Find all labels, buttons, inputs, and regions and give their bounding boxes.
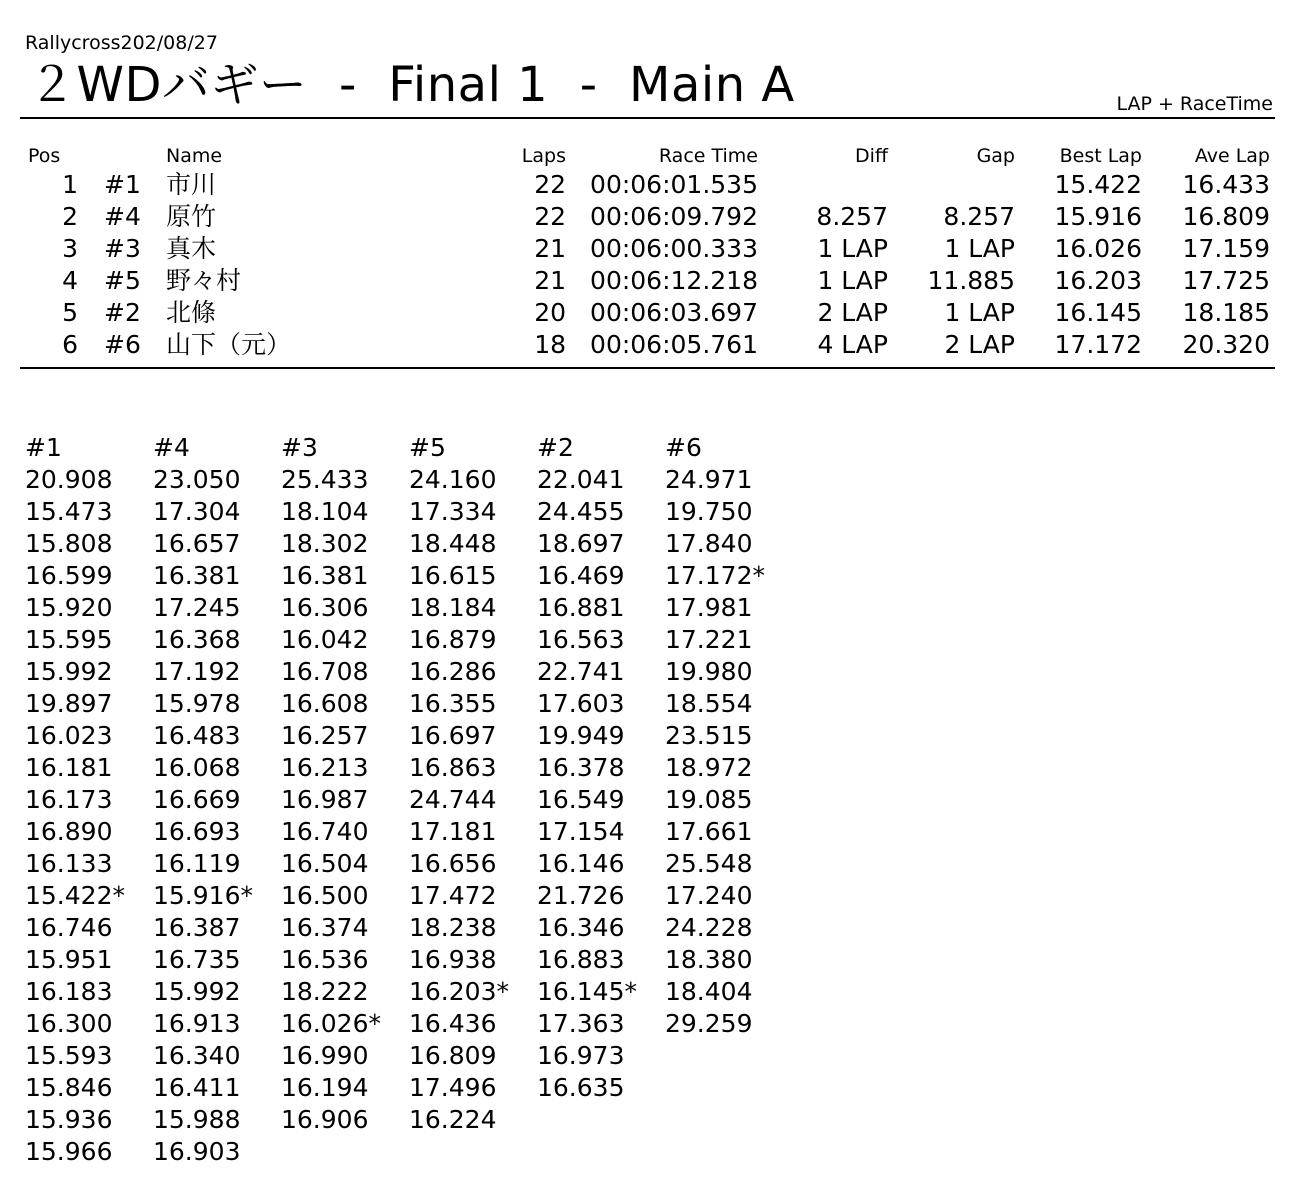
result-race-time: 00:06:00.333 [590,234,758,263]
lap-time: 16.145* [537,977,637,1006]
lap-time: 25.548 [665,849,753,878]
header-divider [20,117,1275,119]
lap-time: 19.980 [665,657,753,686]
lap-time: 15.593 [25,1041,113,1070]
lap-time: 17.981 [665,593,753,622]
header-best-lap: Best Lap [1059,145,1142,167]
lap-time: 16.697 [409,721,497,750]
lap-time: 16.023 [25,721,113,750]
result-driver-name: 原竹 [166,202,217,231]
lap-time: 16.615 [409,561,497,590]
lap-time: 16.469 [537,561,625,590]
lap-time: 15.422* [25,881,125,910]
lap-time: 15.978 [153,689,241,718]
lap-time: 16.387 [153,913,241,942]
lap-time: 17.181 [409,817,497,846]
lap-time: 16.504 [281,849,369,878]
lap-time: 15.595 [25,625,113,654]
lap-time: 17.496 [409,1073,497,1102]
lap-time: 18.104 [281,497,369,526]
lap-column [25,432,150,1168]
result-race-time: 00:06:09.792 [590,202,758,231]
lap-time: 16.483 [153,721,241,750]
lap-time: 17.192 [153,657,241,686]
event-name: Rallycross202/08/27 [25,32,218,54]
lap-time: 19.085 [665,785,753,814]
lap-time: 18.238 [409,913,497,942]
lap-time: 16.990 [281,1041,369,1070]
lap-time: 24.455 [537,497,625,526]
result-ave-lap: 17.725 [1182,266,1270,295]
result-diff: 4 LAP [817,330,888,359]
lap-time: 24.160 [409,465,497,494]
lap-time: 16.194 [281,1073,369,1102]
lap-time: 16.340 [153,1041,241,1070]
lap-time: 19.897 [25,689,113,718]
lap-time: 19.949 [537,721,625,750]
lap-time: 15.951 [25,945,113,974]
lap-time: 16.203* [409,977,509,1006]
lap-time: 16.381 [153,561,241,590]
lap-time: 16.173 [25,785,113,814]
result-diff: 8.257 [816,202,888,231]
result-driver-name: 野々村 [166,266,242,295]
lap-time: 23.515 [665,721,753,750]
lap-time: 18.184 [409,593,497,622]
result-laps: 20 [534,298,566,327]
result-pos: 1 [62,170,78,199]
lap-time: 22.041 [537,465,625,494]
header-ave-lap: Ave Lap [1194,145,1270,167]
lap-time: 16.708 [281,657,369,686]
lap-column [665,432,790,1040]
result-ave-lap: 20.320 [1182,330,1270,359]
lap-column-car: #6 [665,433,702,462]
result-diff: 1 LAP [817,234,888,263]
lap-time: 16.133 [25,849,113,878]
result-race-time: 00:06:01.535 [590,170,758,199]
result-best-lap: 17.172 [1054,330,1142,359]
lap-time: 15.846 [25,1073,113,1102]
result-best-lap: 16.145 [1054,298,1142,327]
lap-time: 16.368 [153,625,241,654]
result-row [20,329,1275,361]
result-gap: 1 LAP [944,298,1015,327]
result-pos: 3 [62,234,78,263]
lap-time: 16.500 [281,881,369,910]
result-car-number: #1 [104,170,141,199]
lap-time: 17.840 [665,529,753,558]
lap-column [281,432,406,1136]
lap-time: 16.657 [153,529,241,558]
lap-time: 15.920 [25,593,113,622]
lap-time: 16.181 [25,753,113,782]
result-race-time: 00:06:03.697 [590,298,758,327]
lap-time: 16.740 [281,817,369,846]
lap-time: 16.563 [537,625,625,654]
lap-time: 16.635 [537,1073,625,1102]
lap-column [409,432,534,1136]
result-pos: 5 [62,298,78,327]
lap-time: 16.735 [153,945,241,974]
lap-time: 16.883 [537,945,625,974]
result-row [20,265,1275,297]
lap-time: 16.881 [537,593,625,622]
header-gap: Gap [976,145,1015,167]
result-race-time: 00:06:05.761 [590,330,758,359]
lap-time: 16.346 [537,913,625,942]
lap-time: 18.448 [409,529,497,558]
result-laps: 21 [534,234,566,263]
lap-time: 16.381 [281,561,369,590]
lap-time: 23.050 [153,465,241,494]
lap-time: 16.746 [25,913,113,942]
result-gap: 1 LAP [944,234,1015,263]
lap-time: 16.938 [409,945,497,974]
lap-time: 18.972 [665,753,753,782]
result-best-lap: 16.203 [1054,266,1142,295]
result-pos: 4 [62,266,78,295]
lap-time: 19.750 [665,497,753,526]
lap-time: 17.154 [537,817,625,846]
lap-time: 16.300 [25,1009,113,1038]
lap-time: 17.334 [409,497,497,526]
lap-time: 16.257 [281,721,369,750]
lap-time: 16.119 [153,849,241,878]
lap-time: 25.433 [281,465,369,494]
result-row [20,201,1275,233]
lap-column-car: #2 [537,433,574,462]
result-race-time: 00:06:12.218 [590,266,758,295]
lap-time: 15.992 [153,977,241,1006]
result-laps: 22 [534,170,566,199]
lap-column [537,432,662,1104]
timing-mode-label: LAP + RaceTime [1116,93,1273,115]
result-gap: 2 LAP [944,330,1015,359]
lap-time: 24.744 [409,785,497,814]
result-gap: 8.257 [943,202,1015,231]
lap-time: 16.890 [25,817,113,846]
lap-time: 16.224 [409,1105,497,1134]
lap-time: 16.906 [281,1105,369,1134]
result-driver-name: 市川 [166,170,217,199]
lap-time: 17.304 [153,497,241,526]
lap-time: 17.603 [537,689,625,718]
lap-time: 16.973 [537,1041,625,1070]
lap-time: 16.286 [409,657,497,686]
lap-time: 16.536 [281,945,369,974]
lap-time: 16.411 [153,1073,241,1102]
lap-time: 22.741 [537,657,625,686]
header-pos: Pos [28,145,61,167]
lap-column-car: #1 [25,433,62,462]
lap-time: 24.228 [665,913,753,942]
lap-time: 29.259 [665,1009,753,1038]
result-diff: 2 LAP [817,298,888,327]
lap-time: 18.697 [537,529,625,558]
header-laps: Laps [521,145,566,167]
lap-time: 16.656 [409,849,497,878]
result-laps: 18 [534,330,566,359]
lap-time: 15.988 [153,1105,241,1134]
result-car-number: #2 [104,298,141,327]
lap-time: 16.608 [281,689,369,718]
result-diff: 1 LAP [817,266,888,295]
result-gap: 11.885 [927,266,1015,295]
result-pos: 6 [62,330,78,359]
lap-time: 15.473 [25,497,113,526]
result-pos: 2 [62,202,78,231]
lap-time: 16.042 [281,625,369,654]
lap-time: 17.363 [537,1009,625,1038]
lap-time: 16.599 [25,561,113,590]
lap-column-car: #5 [409,433,446,462]
lap-time: 17.245 [153,593,241,622]
lap-time: 16.378 [537,753,625,782]
result-best-lap: 15.422 [1054,170,1142,199]
lap-time: 24.971 [665,465,753,494]
lap-times-grid [25,432,825,1172]
lap-time: 16.183 [25,977,113,1006]
lap-time: 15.808 [25,529,113,558]
result-driver-name: 真木 [166,234,217,263]
result-row [20,233,1275,265]
lap-time: 16.306 [281,593,369,622]
lap-time: 18.222 [281,977,369,1006]
lap-time: 18.554 [665,689,753,718]
header-race-time: Race Time [658,145,758,167]
results-divider [20,367,1275,369]
lap-time: 16.549 [537,785,625,814]
result-ave-lap: 16.809 [1182,202,1270,231]
results-header-row [20,143,1275,169]
lap-time: 16.879 [409,625,497,654]
results-body [20,169,1275,361]
lap-time: 16.987 [281,785,369,814]
lap-time: 16.026* [281,1009,381,1038]
header-name: Name [166,145,223,167]
lap-time: 17.240 [665,881,753,910]
lap-time: 15.916* [153,881,253,910]
result-best-lap: 15.916 [1054,202,1142,231]
result-car-number: #5 [104,266,141,295]
lap-time: 15.966 [25,1137,113,1166]
lap-time: 16.374 [281,913,369,942]
result-car-number: #4 [104,202,141,231]
lap-time: 17.221 [665,625,753,654]
result-row [20,169,1275,201]
page-title: ２WDバギー - Final 1 - Main A [28,57,795,113]
result-car-number: #3 [104,234,141,263]
lap-time: 18.404 [665,977,753,1006]
result-ave-lap: 18.185 [1182,298,1270,327]
lap-time: 16.068 [153,753,241,782]
lap-column-car: #4 [153,433,190,462]
lap-time: 16.809 [409,1041,497,1070]
result-laps: 21 [534,266,566,295]
lap-time: 16.669 [153,785,241,814]
lap-time: 16.903 [153,1137,241,1166]
lap-time: 16.355 [409,689,497,718]
lap-time: 15.936 [25,1105,113,1134]
result-car-number: #6 [104,330,141,359]
result-laps: 22 [534,202,566,231]
lap-time: 20.908 [25,465,113,494]
lap-column-car: #3 [281,433,318,462]
lap-time: 16.913 [153,1009,241,1038]
lap-time: 17.472 [409,881,497,910]
result-row [20,297,1275,329]
lap-time: 16.213 [281,753,369,782]
lap-time: 16.693 [153,817,241,846]
lap-time: 21.726 [537,881,625,910]
lap-column [153,432,278,1168]
lap-time: 15.992 [25,657,113,686]
lap-time: 18.380 [665,945,753,974]
result-best-lap: 16.026 [1054,234,1142,263]
lap-time: 16.863 [409,753,497,782]
header-diff: Diff [855,145,888,167]
lap-time: 18.302 [281,529,369,558]
result-driver-name: 北條 [166,298,217,327]
result-ave-lap: 17.159 [1182,234,1270,263]
lap-time: 17.172* [665,561,765,590]
lap-time: 16.436 [409,1009,497,1038]
result-ave-lap: 16.433 [1182,170,1270,199]
result-driver-name: 山下（元） [166,330,292,359]
lap-time: 17.661 [665,817,753,846]
lap-time: 16.146 [537,849,625,878]
results-table [20,143,1275,361]
